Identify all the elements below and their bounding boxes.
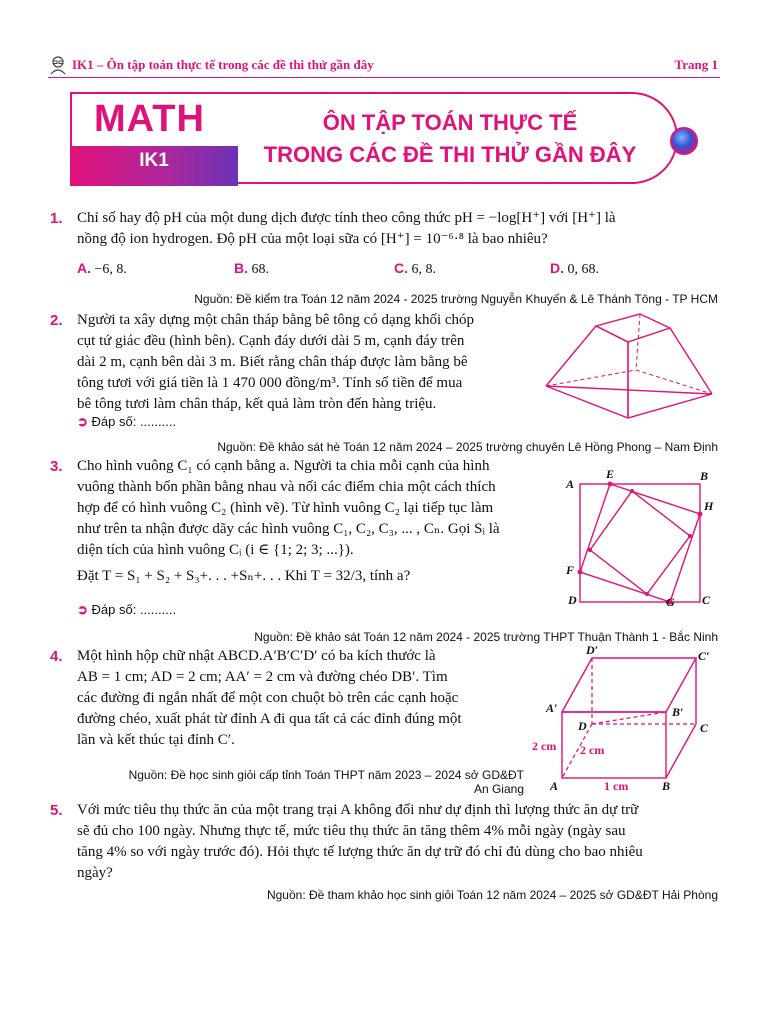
- svg-text:C: C: [702, 593, 711, 607]
- question-number: 1.: [50, 210, 63, 227]
- question-number: 2.: [50, 312, 63, 329]
- header-divider: [48, 77, 720, 78]
- answer-field[interactable]: ➲ Đáp số: ..........: [77, 414, 177, 429]
- source-note: Nguồn: Đề kiểm tra Toán 12 năm 2024 - 2025 trường Nguyễn Khuyến & Lê Thánh Tông - TP HCM: [194, 292, 718, 306]
- option-a[interactable]: A. −6, 8.: [77, 260, 127, 277]
- math-logo: MATH: [94, 98, 205, 140]
- svg-text:B: B: [700, 469, 709, 483]
- option-b[interactable]: B. 68.: [234, 260, 269, 277]
- svg-text:A: A: [566, 477, 575, 491]
- option-c[interactable]: C. 6, 8.: [394, 260, 436, 277]
- svg-text:H: H: [704, 499, 714, 513]
- question-text: Chỉ số hay độ pH của một dung dịch được tính theo công thức pH = −log[H⁺] với [H⁺] là nồng độ ion hydrogen. Độ pH của một loại sữa có [H⁺] = 10⁻⁶·⁸ là bao nhiêu?: [77, 210, 616, 247]
- title-banner: [70, 92, 696, 186]
- banner-title-line1: ÔN TẬP TOÁN THỰC TẾ: [322, 110, 578, 135]
- source-note: Nguồn: Đề học sinh giỏi cấp tỉnh Toán THPT năm 2023 – 2024 sở GD&ĐT An Giang: [128, 768, 524, 796]
- svg-text:C: C: [700, 721, 709, 735]
- answer-field[interactable]: ➲ Đáp số: ..........: [77, 602, 177, 617]
- source-note: Nguồn: Đề khảo sát Toán 12 năm 2024 - 2025 trường THPT Thuận Thành 1 - Bắc Ninh: [254, 630, 718, 644]
- page-number: Trang 1: [674, 57, 718, 72]
- svg-text:1 cm: 1 cm: [604, 779, 629, 793]
- svg-text:E: E: [606, 467, 615, 481]
- question-text: Người ta xây dựng một chân tháp bằng bê tông có dạng khối chóp cụt tứ giác đều (hình bên). Cạnh đáy dưới dài 5 m, cạnh đáy trên dài 2 m, cạnh bên dài 3 m. Biết rằng chân tháp được làm bằng bê tông tươi với giá tiền là 1 470 000 đồng/m³. Tính số tiền để mua bê tông tươi làm chân tháp, kết quả làm tròn đến hàng triệu.: [77, 312, 475, 412]
- frustum-figure: [540, 308, 720, 422]
- question-number: 4.: [50, 648, 63, 665]
- orb-icon: [670, 127, 698, 155]
- svg-text:A′: A′: [546, 701, 558, 715]
- question-text: Với mức tiêu thụ thức ăn của một trang trại A không đổi như dự định thì lượng thức ăn dự trữ sẽ đủ cho 100 ngày. Nhưng thực tế, mức tiêu thụ thức ăn tăng thêm 4% mỗi ngày (ngày sau tăng 4% so với ngày trước đó). Hỏi thực tế lượng thức ăn dự trữ đó chỉ đủ dùng cho bao nhiêu ngày?: [77, 802, 643, 881]
- svg-text:F: F: [566, 563, 575, 577]
- svg-text:D′: D′: [586, 644, 599, 657]
- svg-text:A: A: [550, 779, 559, 793]
- box-figure: [530, 644, 720, 794]
- svg-text:B: B: [662, 779, 671, 793]
- nested-squares-figure: [562, 466, 718, 610]
- banner-title-line2: TRONG CÁC ĐỀ THI THỬ GẦN ĐÂY: [263, 142, 637, 167]
- question-extra: Đặt T = S₁ + S₂ + S₃+. . . +Sₙ+. . . Khi T = 32/3, tính a?: [77, 568, 411, 584]
- question-text: Cho hình vuông C₁ có cạnh bằng a. Người ta chia mỗi cạnh của hình vuông thành bốn phần bằng nhau và nối các điểm chia một cách thích hợp để có hình vuông C₂ (hình vẽ). Từ hình vuông C₂ lại tiếp tục làm như trên ta nhận được dãy các hình vuông C₁, C₂, C₃, ... , Cₙ. Gọi Sᵢ là diện tích của hình vuông Cᵢ (i ∈ {1; 2; 3; ...}).: [77, 458, 500, 558]
- question-text: Một hình hộp chữ nhật ABCD.A′B′C′D′ có ba kích thước là AB = 1 cm; AD = 2 cm; AA′ = 2 cm và đường chéo DB′. Tìm các đường đi ngắn nhất để một con chuột bò trên các cạnh hoặc đường chéo, xuất phát từ đỉnh A đi qua tất cả các đỉnh đúng một lần và kết thúc tại đỉnh C′.: [77, 648, 462, 748]
- running-title: IK1 – Ôn tập toán thực tế trong các đề thi thử gần đây: [72, 57, 374, 72]
- running-header: [48, 55, 718, 77]
- svg-text:C′: C′: [698, 649, 710, 663]
- svg-text:B′: B′: [672, 705, 684, 719]
- svg-text:D: D: [568, 593, 577, 607]
- svg-text:2 cm: 2 cm: [580, 743, 605, 757]
- question-number: 5.: [50, 802, 63, 819]
- logo-subtitle: IK1: [139, 150, 169, 171]
- svg-text:D: D: [578, 719, 587, 733]
- svg-text:2 cm: 2 cm: [532, 739, 557, 753]
- source-note: Nguồn: Đề tham khảo học sinh giỏi Toán 12 năm 2024 – 2025 sở GD&ĐT Hải Phòng: [266, 888, 718, 902]
- option-d[interactable]: D. 0, 68.: [550, 260, 599, 277]
- question-number: 3.: [50, 458, 63, 475]
- teacher-avatar-icon: [48, 55, 68, 75]
- svg-text:G: G: [666, 595, 675, 609]
- logo-box: [70, 92, 238, 186]
- source-note: Nguồn: Đề khảo sát hè Toán 12 năm 2024 – 2025 trường chuyên Lê Hồng Phong – Nam Định: [217, 440, 718, 454]
